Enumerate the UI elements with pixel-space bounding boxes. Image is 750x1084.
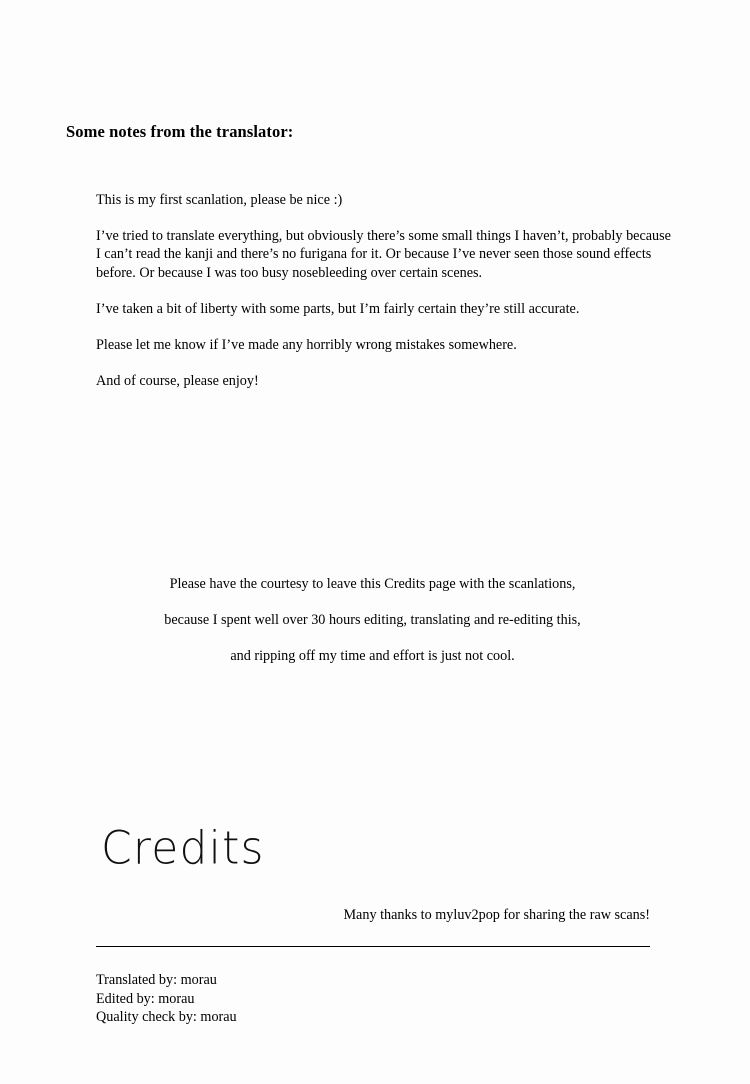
courtesy-line: because I spent well over 30 hours editing, translating and re-editing this, [164, 612, 581, 628]
staff-credit-line: Quality check by: morau [96, 1009, 237, 1026]
translator-notes-heading: Some notes from the translator: [66, 122, 294, 141]
staff-credit-line: Edited by: morau [96, 990, 195, 1007]
courtesy-line: and ripping off my time and effort is just not cool. [230, 648, 515, 664]
note-paragraph: And of course, please enjoy! [96, 373, 259, 390]
credits-heading: Credits [101, 822, 265, 876]
courtesy-notice [75, 575, 670, 665]
note-paragraph: This is my first scanlation, please be nice :) [96, 192, 343, 208]
translator-notes-body [96, 191, 671, 390]
note-paragraph: Please let me know if I’ve made any horribly wrong mistakes somewhere. [96, 337, 517, 354]
raw-scans-thanks: Many thanks to myluv2pop for sharing the raw scans! [343, 907, 650, 923]
staff-credits-list [96, 971, 496, 1027]
credits-divider [96, 946, 650, 947]
note-paragraph: I’ve tried to translate everything, but obviously there’s some small things I haven’t, probably because I can’t read the kanji and there’s no furigana for it. Or because I’ve never seen those sound effects before. Or because I was too busy nosebleeding over certain scenes. [96, 228, 671, 281]
staff-credit-line: Translated by: morau [96, 972, 217, 988]
note-paragraph: I’ve taken a bit of liberty with some parts, but I’m fairly certain they’re still accurate. [96, 300, 580, 317]
courtesy-line: Please have the courtesy to leave this Credits page with the scanlations, [169, 576, 576, 592]
